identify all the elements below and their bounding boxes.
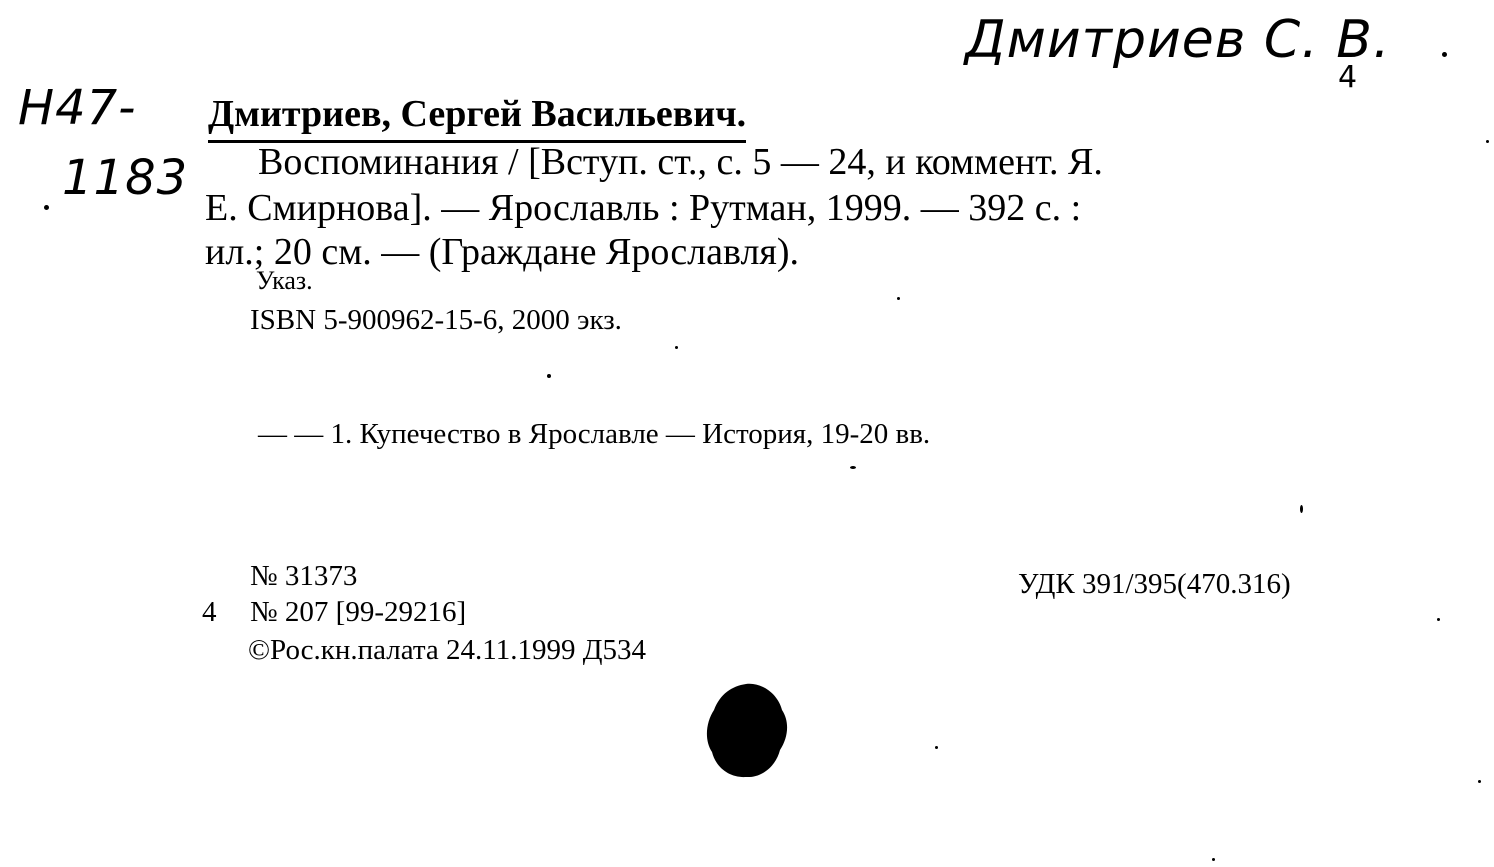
handwritten-subscript: 4 xyxy=(1338,60,1359,95)
speck xyxy=(1437,618,1440,621)
record-subject: — — 1. Купечество в Ярославле — История, 19-20 вв. xyxy=(258,418,931,450)
record-line-1: Воспоминания / [Вступ. ст., с. 5 — 24, и коммент. Я. xyxy=(258,141,1103,183)
speck xyxy=(1212,858,1215,861)
handwritten-shelf-mark-1: Н47- xyxy=(18,80,137,136)
speck xyxy=(547,374,551,378)
record-number-1: № 31373 xyxy=(250,560,358,592)
speck xyxy=(44,205,49,210)
speck xyxy=(1478,780,1481,783)
record-udk: УДК 391/395(470.316) xyxy=(1018,568,1291,600)
speck xyxy=(897,297,900,300)
speck xyxy=(850,466,856,469)
speck xyxy=(1300,505,1303,513)
handwritten-shelf-mark-2: 1183 xyxy=(62,150,189,206)
record-line-2: Е. Смирнова]. — Ярославль : Рутман, 1999. — 392 с. : xyxy=(205,187,1082,229)
record-margin-number: 4 xyxy=(202,596,217,628)
record-number-2: № 207 [99-29216] xyxy=(250,596,467,628)
record-copyright: ©Рос.кн.палата 24.11.1999 Д534 xyxy=(248,634,646,666)
speck xyxy=(1442,52,1447,57)
speck xyxy=(675,346,678,349)
ink-blot-mark xyxy=(700,680,795,785)
speck xyxy=(935,746,938,749)
record-line-3: ил.; 20 см. — (Граждане Ярославля). xyxy=(205,231,800,273)
handwritten-author: Дмитриев С. В. xyxy=(965,10,1391,70)
record-heading: Дмитриев, Сергей Васильевич. xyxy=(208,92,746,143)
record-note: Указ. xyxy=(256,266,313,295)
speck xyxy=(1486,140,1489,143)
record-isbn: ISBN 5-900962-15-6, 2000 экз. xyxy=(250,304,622,336)
